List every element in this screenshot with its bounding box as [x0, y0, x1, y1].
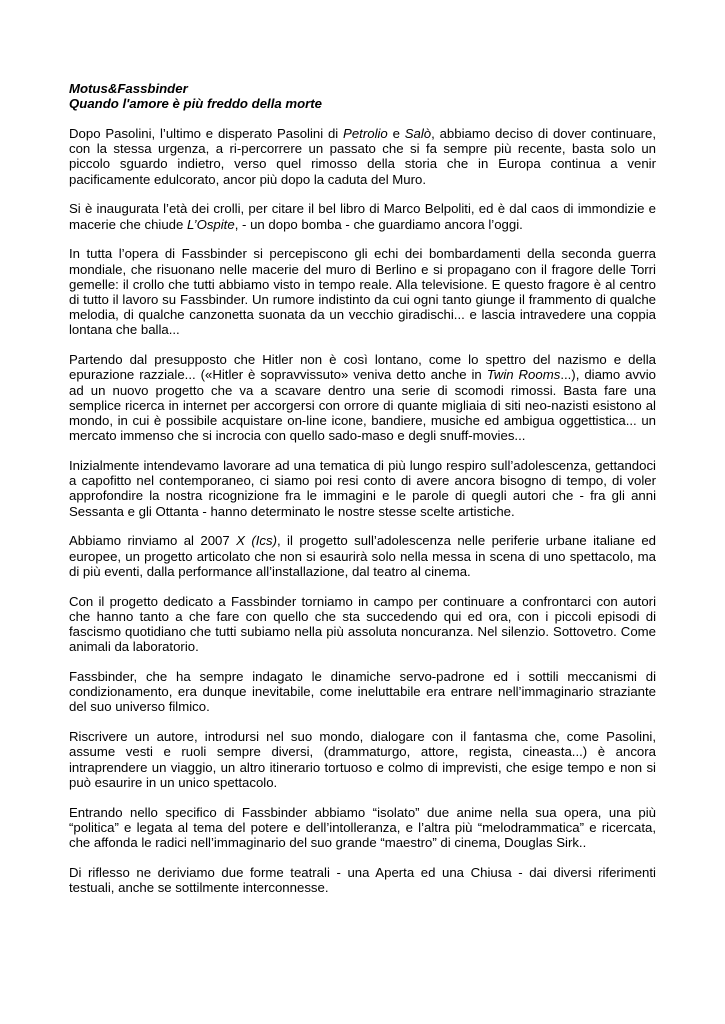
document-page [69, 81, 656, 910]
paragraph-1-text-c: , abbiamo deciso di dover continuare, con la stessa urgenza, a ri-percorrere un passato che si fa sempre più recente, basta solo un piccolo sguardo indietro, verso quel rimosso della storia che in Europa continua a venir pacificamente edulcorato, ancor più dopo la caduta del Muro. [69, 126, 656, 187]
paragraph-6-italic-ics: X (Ics) [236, 533, 277, 549]
paragraph-1-italic-petrolio: Petrolio [343, 126, 388, 141]
document-title: Motus&Fassbinder [69, 81, 188, 96]
paragraph-1-text-b: e [387, 126, 405, 141]
paragraph-1-text-a: Dopo Pasolini, l’ultimo e disperato Pasolini di [69, 126, 344, 141]
title-block [69, 81, 656, 111]
paragraph-8: Fassbinder, che ha sempre indagato le dinamiche servo-padrone ed i sottili meccanismi di condizionamento, era dunque inevitabile, come ineluttabile era entrare nell’immaginario straziante del suo universo filmico. [69, 669, 656, 715]
paragraph-11: Di riflesso ne deriviamo due forme teatrali - una Aperta ed una Chiusa - dai diversi riferimenti testuali, anche se sottilmente interconnesse. [69, 864, 656, 896]
paragraph-2 [69, 201, 656, 231]
paragraph-7: Con il progetto dedicato a Fassbinder torniamo in campo per continuare a confrontarci con autori che hanno tanto a che fare con quello che sta succedendo qui ed ora, con i piccoli episodi di fascismo quotidiano che tutti subiamo nella più assoluta noncuranza. Nel silenzio. Sottovetro. Come animali da laboratorio. [69, 593, 656, 655]
paragraph-4-text-a: Partendo dal presupposto che Hitler non è così lontano, come lo spettro del nazismo e della epurazione razziale... («Hitler è sopravvissuto» veniva detto anche in [69, 352, 656, 383]
paragraph-6 [69, 533, 656, 579]
paragraph-5: Inizialmente intendevamo lavorare ad una tematica di più lungo respiro sull’adolescenza, gettandoci a capofitto nel contemporaneo, ci siamo poi resi conto di avere ancora bisogno di tempo, di voler approfondire la nostra ricognizione fra le immagini e le parole di quegli autori che - fra gli anni Sessanta e gli Ottanta - hanno determinato le nostre stesse scelte artistiche. [69, 458, 656, 519]
document-subtitle: Quando l'amore è più freddo della morte [69, 96, 323, 112]
paragraph-2-text-b: , - un dopo bomba - che guardiamo ancora l’oggi. [234, 216, 523, 232]
paragraph-10: Entrando nello specifico di Fassbinder abbiamo “isolato” due anime nella sua opera, una più “politica” e legata al tema del potere e dell’intolleranza, e l’altra più “melodrammatica” e ricercata, che affonda le radici nell’immaginario del suo grande “maestro” di cinema, Douglas Sirk.. [69, 804, 656, 851]
paragraph-4-text-b: ...), diamo avvio ad un nuovo progetto che va a scavare dentro una serie di scomodi rimossi. Basta fare una semplice ricerca in internet per accorgersi con orrore di quante migliaia di siti neo-nazisti esistono al mondo, in cui è possibile acquistare on-line icone, bandiere, musiche ed ambigua oggettistica... un mercato immenso che si incrocia con quello sado-maso e degli snuff-movies... [69, 367, 656, 444]
paragraph-6-text-a: Abbiamo rinviamo al 2007 [69, 533, 237, 549]
paragraph-1-italic-salo: Salò [404, 126, 432, 141]
paragraph-6-text-b: , il progetto sull’adolescenza nelle periferie urbane italiane ed europee, un progetto articolato che non si esaurirà solo nella messa in scena di uno spettacolo, ma di più eventi, dalla performance all’installazione, dal teatro al cinema. [69, 533, 656, 579]
paragraph-1 [69, 126, 656, 187]
paragraph-3: In tutta l’opera di Fassbinder si percepiscono gli echi dei bombardamenti della seconda guerra mondiale, che risuonano nelle macerie del muro di Berlino e si propagano con il fragore delle Torri gemelle: il crollo che tutti abbiamo visto in tempo reale. Alla televisione. E questo fragore è al centro di tutto il lavoro su Fassbinder. Un rumore indistinto da cui ogni tanto giunge il frammento di qualche melodia, di qualche canzonetta suonata da un vecchio giradischi... e lascia intravedere una coppia lontana che balla... [69, 246, 656, 338]
paragraph-2-text-a: Si è inaugurata l’età dei crolli, per citare il bel libro di Marco Belpoliti, ed è dal caos di immondizie e macerie che chiude [69, 201, 656, 232]
paragraph-4 [69, 352, 656, 443]
paragraph-9: Riscrivere un autore, introdursi nel suo mondo, dialogare con il fantasma che, come Pasolini, assume vesti e ruoli sempre diversi, (drammaturgo, attore, regista, cineasta...) è ancora intraprendere un viaggio, un altro itinerario tortuoso e colmo di imprevisti, che esige tempo e non si può esaurire in un unico spettacolo. [69, 729, 656, 790]
paragraph-2-italic-ospite: L’Ospite [187, 216, 235, 232]
paragraph-4-italic-twin-rooms: Twin Rooms [486, 367, 561, 383]
